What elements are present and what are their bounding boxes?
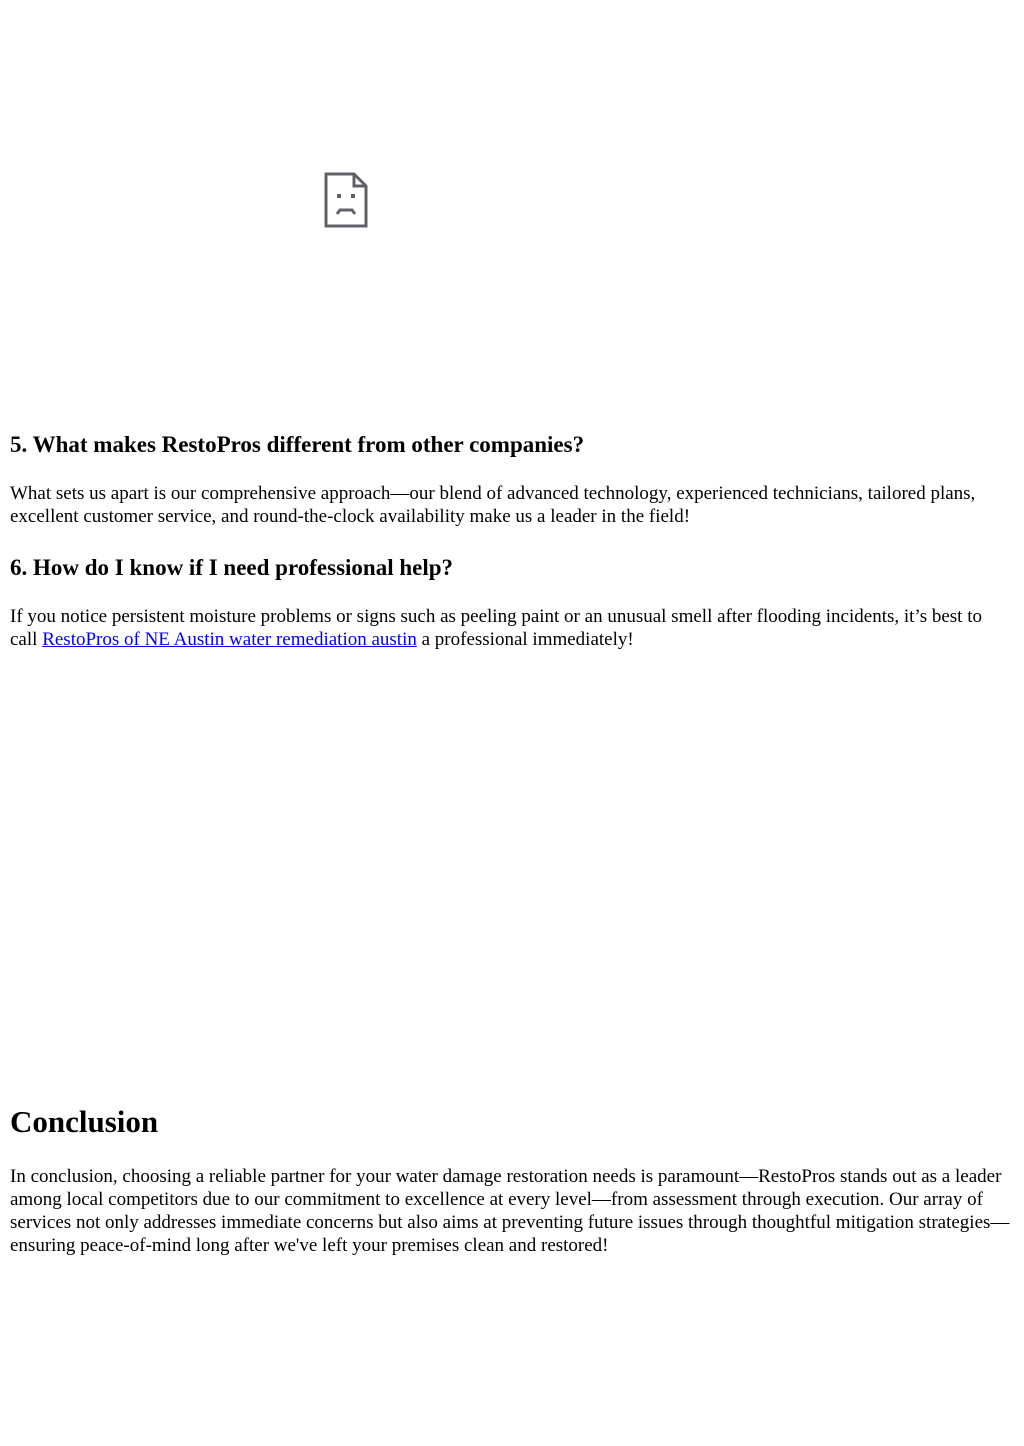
faq-6-answer [10,605,1014,651]
faq-6-answer-text-start: If you notice persistent moisture problems or signs such as peeling paint or an unusual smell after flooding incidents, it’s best to call [10,606,982,650]
broken-document-icon [324,172,368,228]
faq-5-answer: What sets us apart is our comprehensive approach—our blend of advanced technology, experienced technicians, tailored plans, excellent customer service, and round-the-clock availability make us a leader in the field! [10,483,976,527]
faq-5-question: 5. What makes RestoPros different from other companies? [10,432,585,457]
faq-6-question: 6. How do I know if I need professional help? [10,555,454,580]
conclusion-heading: Conclusion [10,1104,159,1139]
conclusion-body: In conclusion, choosing a reliable partner for your water damage restoration needs is paramount—RestoPros stands out as a leader among local competitors due to our commitment to excellence at every level—from assessment through execution. Our array of services not only addresses immediate concerns but also aims at preventing future issues through thoughtful mitigation strategies—ensuring peace-of-mind long after we've left your premises clean and restored! [10,1166,1010,1256]
faq-6-answer-text-end: a professional immediately! [416,629,634,650]
restopros-link[interactable]: RestoPros of NE Austin water remediation austin [42,629,417,650]
